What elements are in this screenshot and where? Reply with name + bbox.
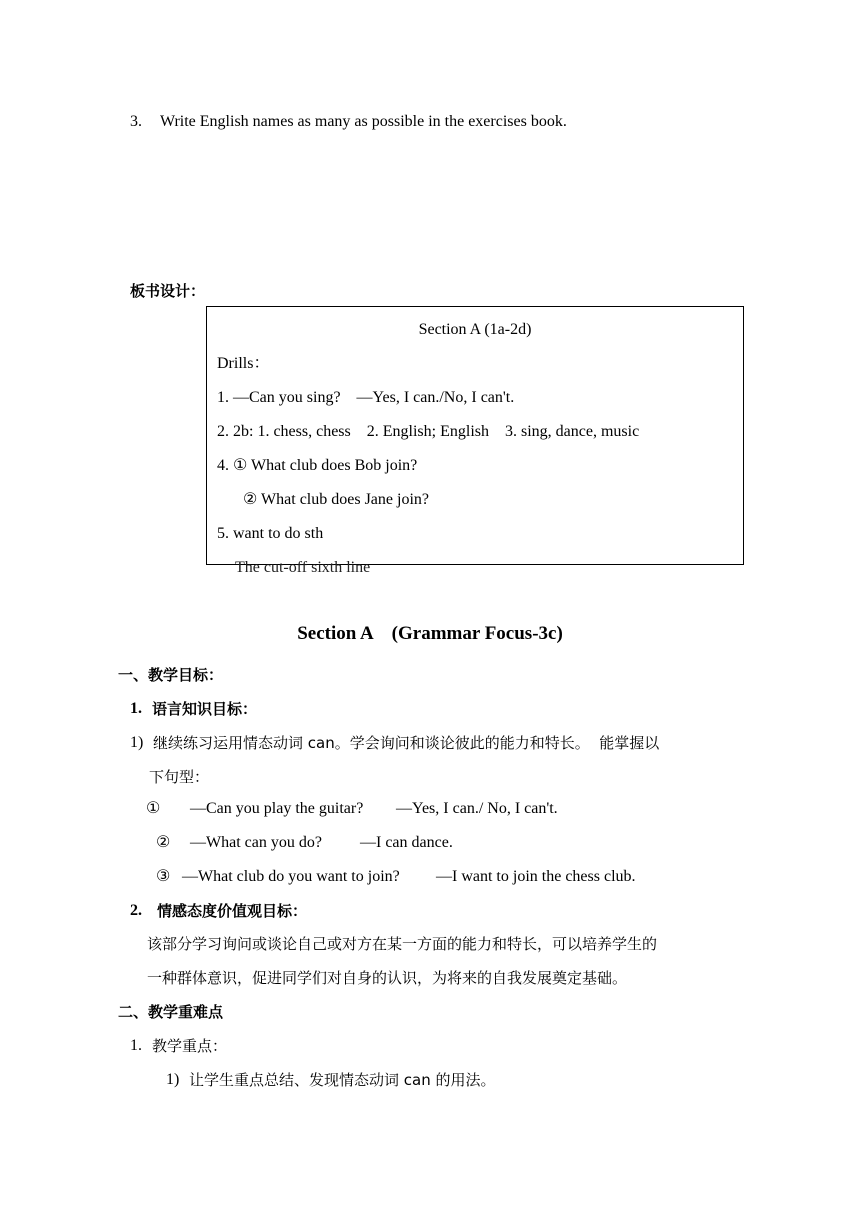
board-line: 1. —Can you sing? —Yes, I can./No, I can't. (217, 389, 515, 406)
pattern-mark: ③ (156, 868, 171, 885)
heading-teaching-goals: 一、教学目标： (118, 666, 224, 684)
board-line: 5. want to do sth (217, 525, 324, 542)
goal1-label: 语言知识目标： (152, 700, 258, 718)
board-line: 2. 2b: 1. chess, chess 2. English; English 3. sing, dance, music (217, 423, 640, 440)
pattern-question: —What club do you want to join? (182, 868, 400, 885)
board-line: ② What club does Jane join? (243, 491, 429, 508)
goal1-para-line1: 继续练习运用情态动词 can。学会询问和谈论彼此的能力和特长。 能掌握以 (153, 734, 660, 752)
list-number: 3. (130, 113, 142, 130)
goal1-para-number: 1) (130, 734, 144, 751)
key-item-text: 让学生重点总结、发现情态动词 can 的用法。 (189, 1071, 496, 1089)
board-drills-label: Drills： (217, 355, 270, 372)
key-item-number: 1) (166, 1071, 180, 1088)
pattern-mark: ② (156, 834, 171, 851)
pattern-answer: —I want to join the chess club. (436, 868, 636, 885)
board-design-label: 板书设计： (130, 282, 206, 300)
pattern-answer: —I can dance. (360, 834, 453, 851)
goal2-label: 情感态度价值观目标： (157, 902, 308, 920)
key-label: 教学重点： (152, 1037, 228, 1055)
pattern-mark: ① (146, 800, 161, 817)
goal2-para-line2: 一种群体意识，促进同学们对自身的认识，为将来的自我发展奠定基础。 (147, 969, 628, 987)
pattern-answer: —Yes, I can./ No, I can't. (396, 800, 558, 817)
pattern-question: —What can you do? (190, 834, 322, 851)
heading-key-difficult-points: 二、教学重难点 (118, 1003, 224, 1021)
pattern-question: —Can you play the guitar? (190, 800, 364, 817)
goal1-number: 1. (130, 700, 142, 717)
board-heading: Section A (1a-2d) (418, 321, 532, 338)
goal2-para-line1: 该部分学习询问或谈论自己或对方在某一方面的能力和特长，可以培养学生的 (147, 935, 658, 953)
homework-text: Write English names as many as possible in the exercises book. (160, 113, 567, 130)
board-line-cutoff: The cut-off sixth line (235, 559, 371, 576)
board-line: 4. ① What club does Bob join? (217, 457, 418, 474)
key-number: 1. (130, 1037, 142, 1054)
section-title: Section A (Grammar Focus-3c) (297, 623, 563, 644)
goal1-para-line2: 下句型： (149, 768, 210, 786)
goal2-number: 2. (130, 902, 142, 919)
board-design-box (206, 306, 744, 576)
